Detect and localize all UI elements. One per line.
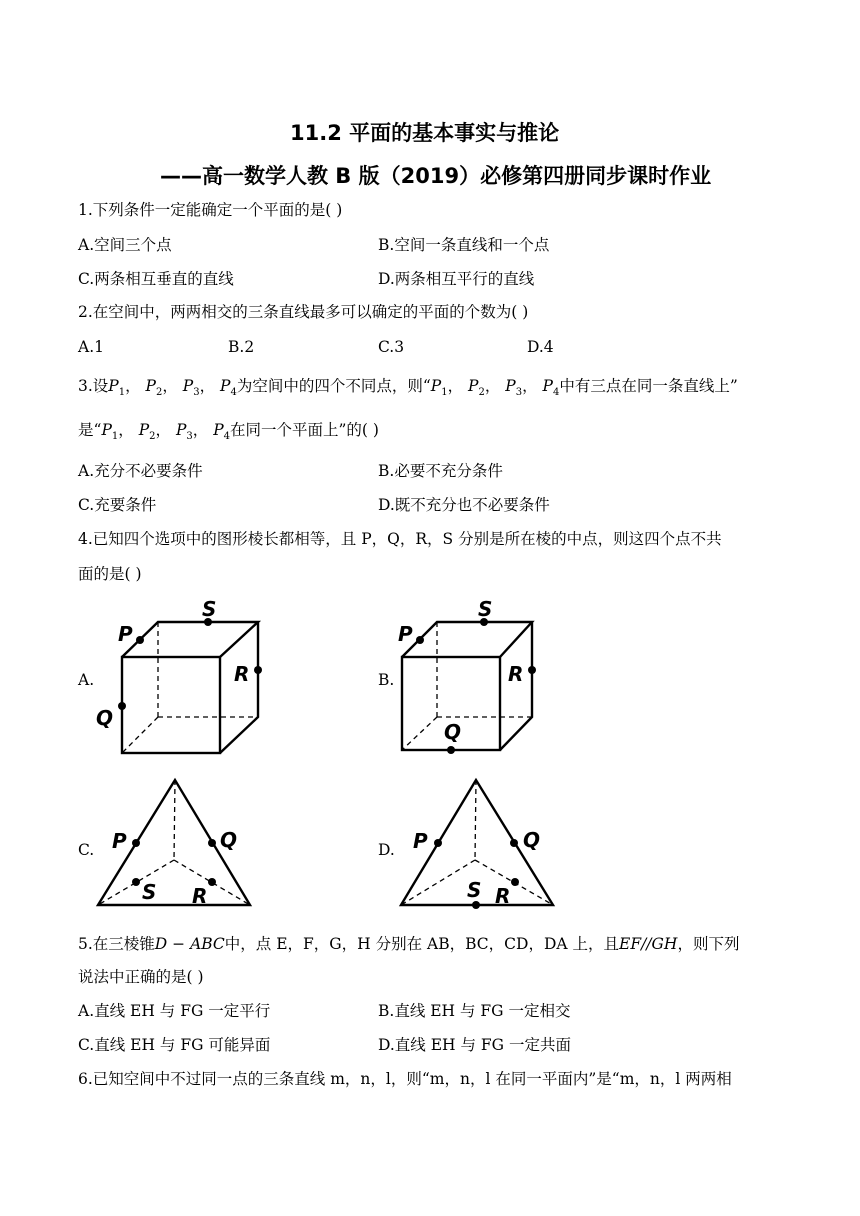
- figure-b-cube: [370, 595, 550, 760]
- tetra-hidden-vertical: [475, 780, 476, 860]
- point-p3-c: P: [175, 421, 187, 439]
- q1-option-d: D.两条相互平行的直线: [378, 270, 535, 288]
- cube-hidden-diagonal: [402, 717, 437, 750]
- point-r-marker: [208, 878, 216, 886]
- q3-option-a: A.充分不必要条件: [78, 462, 203, 480]
- sub-1: 1: [118, 387, 126, 398]
- label-s: S: [202, 597, 217, 621]
- label-q: Q: [96, 706, 114, 730]
- point-q-marker: [447, 746, 455, 754]
- label-r: R: [508, 662, 524, 686]
- point-q-marker: [208, 839, 216, 847]
- q4-option-b: B.: [378, 671, 395, 689]
- point-p4: P: [220, 377, 231, 395]
- label-p: P: [398, 622, 413, 646]
- q5-part3: ，则下列: [677, 935, 740, 953]
- q5-option-a: A.直线 EH 与 FG 一定平行: [78, 1002, 271, 1020]
- figure-a-cube: [90, 595, 270, 760]
- point-p2: P: [145, 377, 156, 395]
- q5-part2: 中，点 E，F，G，H 分别在 AB，BC，CD，DA 上，且: [224, 935, 620, 953]
- q4-line1: 4.已知四个选项中的图形棱长都相等，且 P，Q，R，S 分别是所在棱的中点，则这四个点不共: [78, 530, 722, 548]
- tetra-hidden-left: [401, 860, 475, 905]
- sub-2-b: 2: [478, 387, 485, 398]
- q1-stem: 1.下列条件一定能确定一个平面的是( ): [78, 201, 343, 219]
- label-q: Q: [523, 828, 541, 852]
- q5-parallel: EF//GH: [619, 935, 678, 953]
- label-q: Q: [220, 828, 238, 852]
- point-r-marker: [528, 666, 536, 674]
- point-p-marker: [136, 636, 144, 644]
- q3-mid: 为空间中的四个不同点，则“: [236, 377, 431, 395]
- point-p4-c: P: [213, 421, 224, 439]
- q5-tetrahedron: D − ABC: [154, 935, 225, 953]
- sub-1-c: 1: [111, 431, 119, 442]
- label-r: R: [192, 884, 208, 908]
- q3-prefix: 3.设: [78, 377, 109, 395]
- q6-line1: 6.已知空间中不过同一点的三条直线 m，n，l，则“m，n，l 在同一平面内”是“m，n，l 两两相: [78, 1070, 732, 1088]
- label-s: S: [467, 878, 482, 902]
- label-r: R: [234, 662, 250, 686]
- point-s-marker: [132, 878, 140, 886]
- figure-c-tetrahedron: [90, 775, 270, 920]
- q1-option-c: C.两条相互垂直的直线: [78, 270, 234, 288]
- sub-2: 2: [155, 387, 163, 398]
- point-p4-b: P: [542, 377, 553, 395]
- point-p1: P: [108, 377, 119, 395]
- page-subtitle: ——高一数学人教 B 版（2019）必修第四册同步课时作业: [160, 164, 712, 188]
- sub-3: 3: [193, 387, 200, 398]
- sub-4-c: 4: [223, 431, 230, 442]
- q3-option-d: D.既不充分也不必要条件: [378, 496, 550, 514]
- q2-option-a: A.1: [78, 338, 104, 356]
- label-r: R: [495, 884, 511, 908]
- q3-line2-prefix: 是“: [78, 421, 102, 439]
- q5-option-b: B.直线 EH 与 FG 一定相交: [378, 1002, 571, 1020]
- q4-option-d: D.: [378, 841, 395, 859]
- q2-option-c: C.3: [378, 338, 405, 356]
- q3-option-b: B.必要不充分条件: [378, 462, 503, 480]
- cube-right-edges: [220, 622, 258, 753]
- point-p3: P: [182, 377, 194, 395]
- point-p2-c: P: [138, 421, 150, 439]
- q2-option-d: D.4: [527, 338, 554, 356]
- point-q-marker: [118, 702, 126, 710]
- q5-line2: 说法中正确的是( ): [78, 968, 204, 986]
- point-p1-b: P: [430, 377, 442, 395]
- label-q: Q: [444, 720, 462, 744]
- q3-line1: 3.设$P_1$， $P_2$， $P_3$， $P_4$为空间中的四个不同点，则“$P_1$， $P_2$， $P_3$， $P_4$中有三点在同一条直线上”: [78, 377, 738, 398]
- q5-option-d: D.直线 EH 与 FG 一定共面: [378, 1036, 571, 1054]
- label-p: P: [112, 829, 127, 853]
- label-p: P: [413, 829, 428, 853]
- q5-part1: 5.在三棱锥: [78, 935, 155, 953]
- point-p2-b: P: [468, 377, 479, 395]
- q1-option-b: B.空间一条直线和一个点: [378, 236, 550, 254]
- sub-4-b: 4: [552, 387, 560, 398]
- point-p3-b: P: [505, 377, 516, 395]
- point-r-marker: [511, 878, 519, 886]
- q5-line1: [78, 934, 739, 954]
- point-p-marker: [132, 839, 140, 847]
- sub-1-b: 1: [441, 387, 448, 398]
- q4-option-a: A.: [78, 671, 95, 689]
- sub-2-c: 2: [149, 431, 156, 442]
- q3-option-c: C.充要条件: [78, 496, 157, 514]
- label-s: S: [478, 597, 493, 621]
- q2-stem: 2.在空间中，两两相交的三条直线最多可以确定的平面的个数为( ): [78, 303, 529, 321]
- label-p: P: [118, 622, 133, 646]
- label-s: S: [142, 880, 157, 904]
- q3-line2-suffix: 在同一个平面上”的( ): [230, 421, 379, 439]
- q3-line2: 是“$P_1$， $P_2$， $P_3$， $P_4$在同一个平面上”的( ): [78, 421, 379, 442]
- q2-option-b: B.2: [228, 338, 255, 356]
- point-p-marker: [416, 636, 424, 644]
- page-title: 11.2 平面的基本事实与推论: [290, 121, 560, 145]
- sub-3-b: 3: [515, 387, 523, 398]
- point-p-marker: [434, 839, 442, 847]
- tetra-hidden-vertical: [174, 780, 175, 860]
- cube-hidden-diagonal: [122, 717, 158, 753]
- sub-4: 4: [230, 387, 237, 398]
- q1-option-a: A.空间三个点: [78, 236, 172, 254]
- figure-d-tetrahedron: [393, 775, 573, 920]
- point-p1-c: P: [101, 421, 112, 439]
- sub-3-c: 3: [186, 431, 193, 442]
- q4-option-c: C.: [78, 841, 95, 859]
- q5-option-c: C.直线 EH 与 FG 可能异面: [78, 1036, 271, 1054]
- point-s-marker: [472, 901, 480, 909]
- q4-line2: 面的是( ): [78, 565, 142, 583]
- point-q-marker: [510, 839, 518, 847]
- point-r-marker: [254, 666, 262, 674]
- q3-suffix: 中有三点在同一条直线上”: [559, 377, 738, 395]
